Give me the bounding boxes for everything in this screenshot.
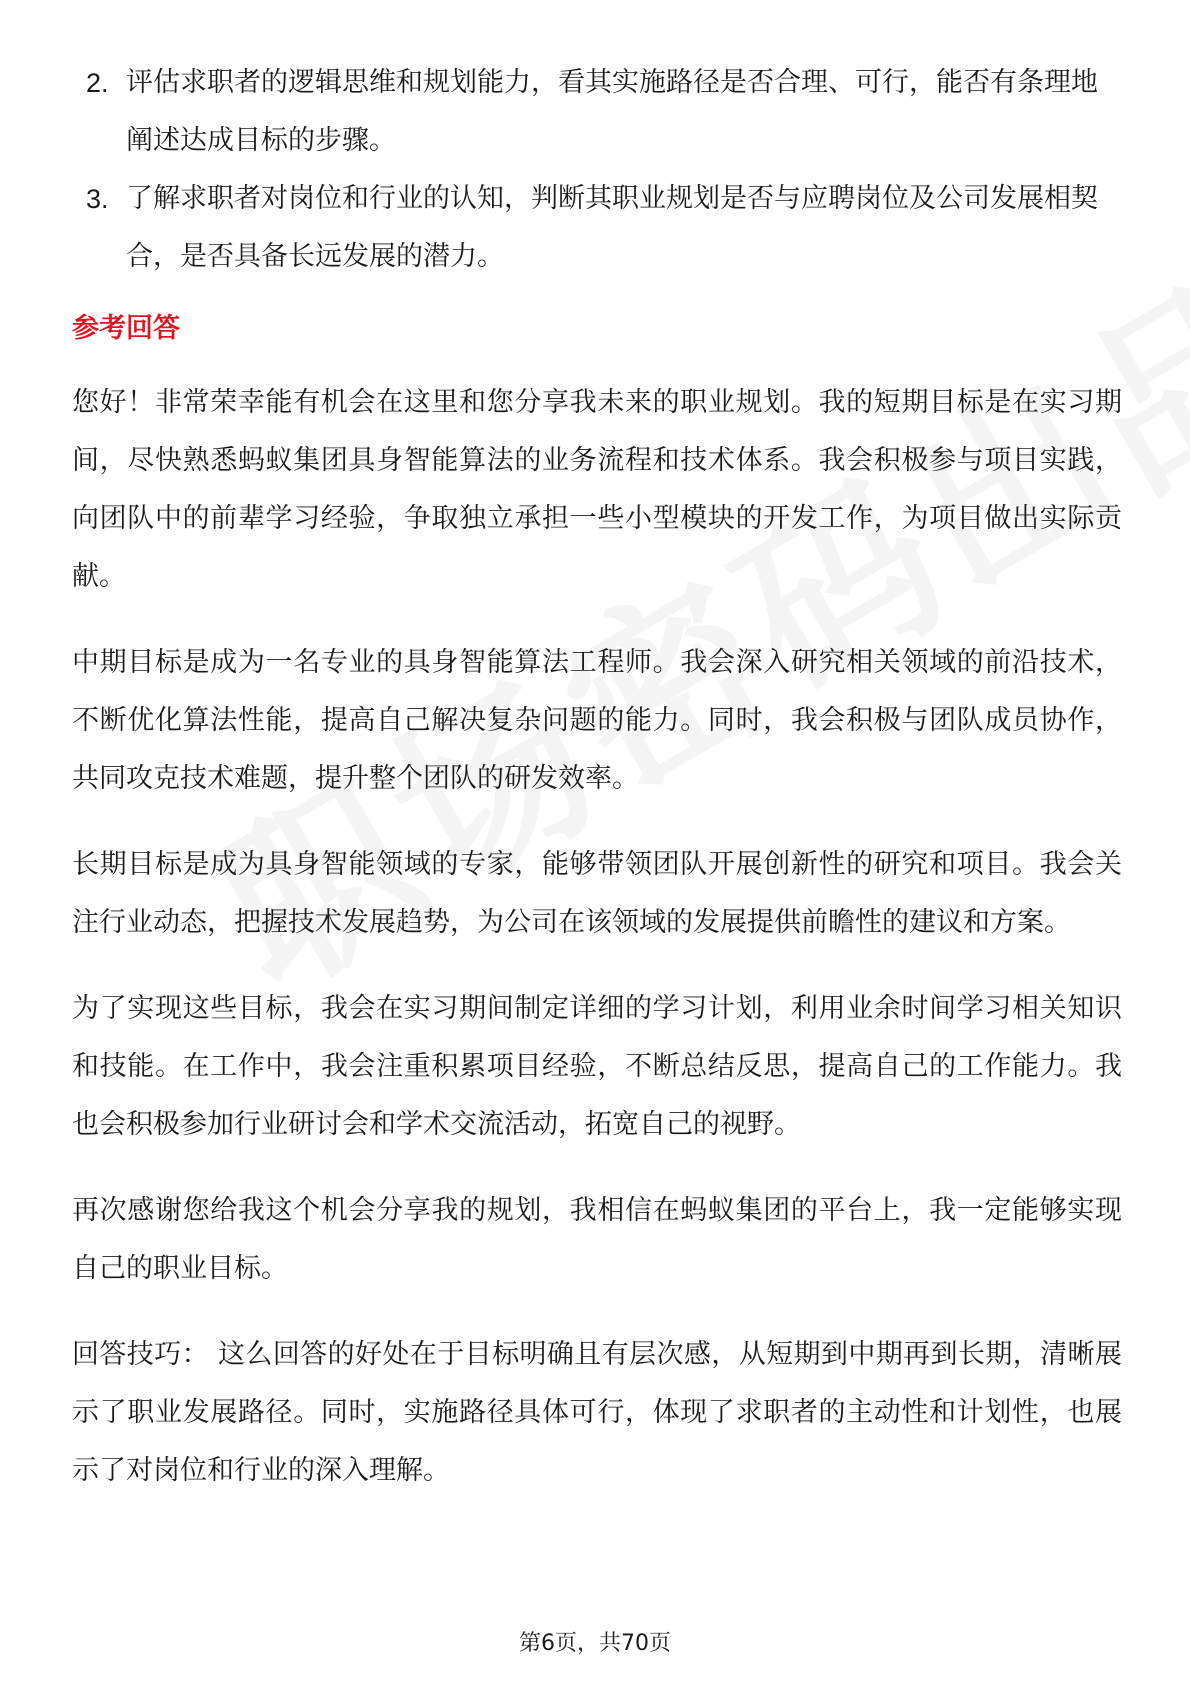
criteria-list — [72, 54, 1122, 286]
section-heading-reference-answer: 参考回答 — [72, 313, 180, 344]
page-footer: 第6页，共70页 — [519, 1631, 671, 1656]
answer-paragraph: 长期目标是成为具身智能领域的专家，能够带领团队开展创新性的研究和项目。我会关注行业动态，把握技术发展趋势，为公司在该领域的发展提供前瞻性的建议和方案。 — [72, 849, 1122, 938]
answer-paragraph: 为了实现这些目标，我会在实习期间制定详细的学习计划，利用业余时间学习相关知识和技能。在工作中，我会注重积累项目经验，不断总结反思，提高自己的工作能力。我也会积极参加行业研讨会和学术交流活动，拓宽自己的视野。 — [72, 993, 1122, 1140]
list-item — [72, 54, 1122, 170]
list-item — [72, 170, 1122, 286]
answer-tips-paragraph: 回答技巧： 这么回答的好处在于目标明确且有层次感，从短期到中期再到长期，清晰展示了职业发展路径。同时，实施路径具体可行，体现了求职者的主动性和计划性，也展示了对岗位和行业的深入理解。 — [72, 1339, 1122, 1486]
list-item-number: 3. — [86, 184, 109, 214]
list-item-text: 了解求职者对岗位和行业的认知，判断其职业规划是否与应聘岗位及公司发展相契合，是否具备长远发展的潜力。 — [126, 183, 1098, 272]
list-item-text: 评估求职者的逻辑思维和规划能力，看其实施路径是否合理、可行，能否有条理地阐述达成目标的步骤。 — [126, 67, 1098, 156]
answer-paragraph: 再次感谢您给我这个机会分享我的规划，我相信在蚂蚁集团的平台上，我一定能够实现自己的职业目标。 — [72, 1195, 1122, 1284]
answer-paragraph: 中期目标是成为一名专业的具身智能算法工程师。我会深入研究相关领域的前沿技术，不断优化算法性能，提高自己解决复杂问题的能力。同时，我会积极与团队成员协作，共同攻克技术难题，提升整个团队的研发效率。 — [72, 647, 1122, 794]
page-content — [72, 54, 1122, 1528]
list-item-number: 2. — [86, 68, 109, 98]
answer-paragraph: 您好！非常荣幸能有机会在这里和您分享我未来的职业规划。我的短期目标是在实习期间，尽快熟悉蚂蚁集团具身智能算法的业务流程和技术体系。我会积极参与项目实践，向团队中的前辈学习经验，争取独立承担一些小型模块的开发工作，为项目做出实际贡献。 — [72, 387, 1122, 592]
